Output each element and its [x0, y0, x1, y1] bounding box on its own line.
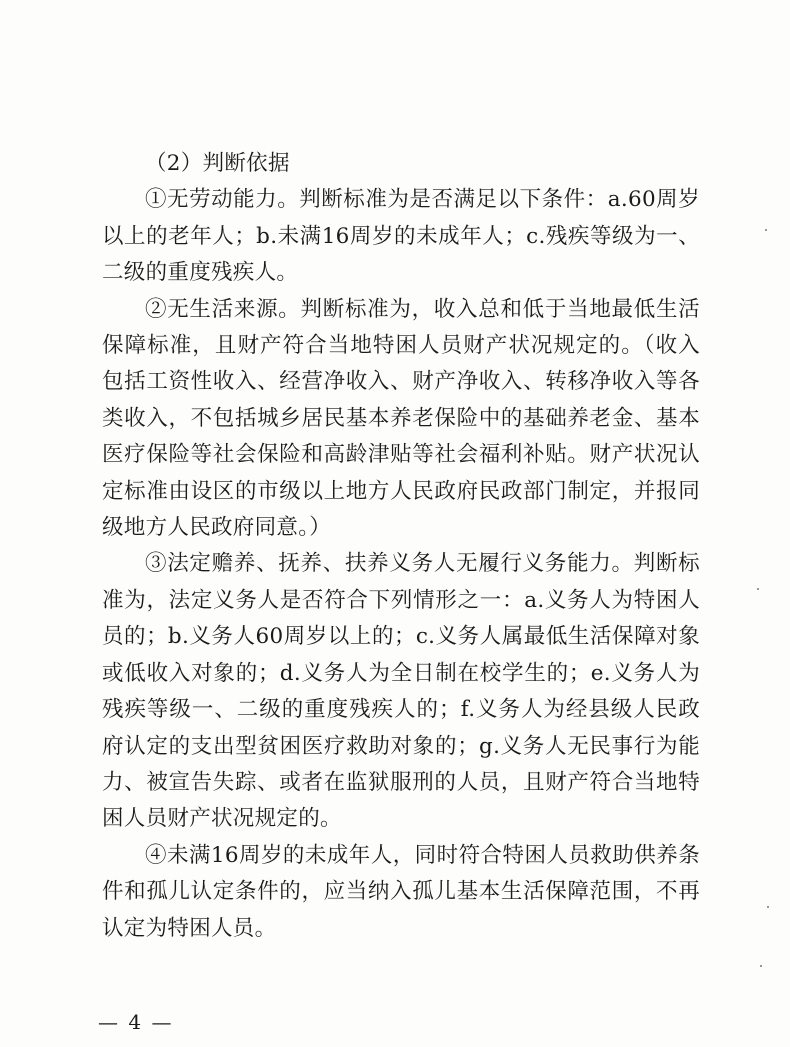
scan-speck	[760, 965, 762, 967]
scan-speck	[757, 588, 759, 590]
section-heading: （2）判断依据	[145, 151, 290, 176]
document-body	[102, 146, 700, 947]
paragraph-2: ②无生活来源。判断标准为，收入总和低于当地最低生活保障标准，且财产符合当地特困人员财产状况规定的。（收入包括工资性收入、经营净收入、财产净收入、转移净收入等各类收入，不包括城乡居民基本养老保险中的基础养老金、基本医疗保险等社会保险和高龄津贴等社会福利补贴。财产状况认定标准由设区的市级以上地方人民政府民政部门制定，并报同级地方人民政府同意。）	[102, 296, 700, 541]
scan-speck	[767, 906, 769, 908]
paragraph-1: ①无劳动能力。判断标准为是否满足以下条件：a.60周岁以上的老年人；b.未满16周岁的未成年人；c.残疾等级为一、二级的重度残疾人。	[102, 187, 700, 286]
paragraph-4: ④未满16周岁的未成年人，同时符合特困人员救助供养条件和孤儿认定条件的，应当纳入孤儿基本生活保障范围，不再认定为特困人员。	[102, 842, 700, 941]
page-number: — 4 —	[98, 1010, 174, 1034]
paragraph-3: ③法定赡养、抚养、扶养义务人无履行义务能力。判断标准为，法定义务人是否符合下列情形之一：a.义务人为特困人员的；b.义务人60周岁以上的；c.义务人属最低生活保障对象或低收入对象的；d.义务人为全日制在校学生的；e.义务人为残疾等级一、二级的重度残疾人的；f.义务人为经县级人民政府认定的支出型贫困医疗救助对象的；g.义务人无民事行为能力、被宣告失踪、或者在监狱服刑的人员，且财产符合当地特困人员财产状况规定的。	[102, 551, 700, 832]
scan-speck	[765, 229, 767, 231]
